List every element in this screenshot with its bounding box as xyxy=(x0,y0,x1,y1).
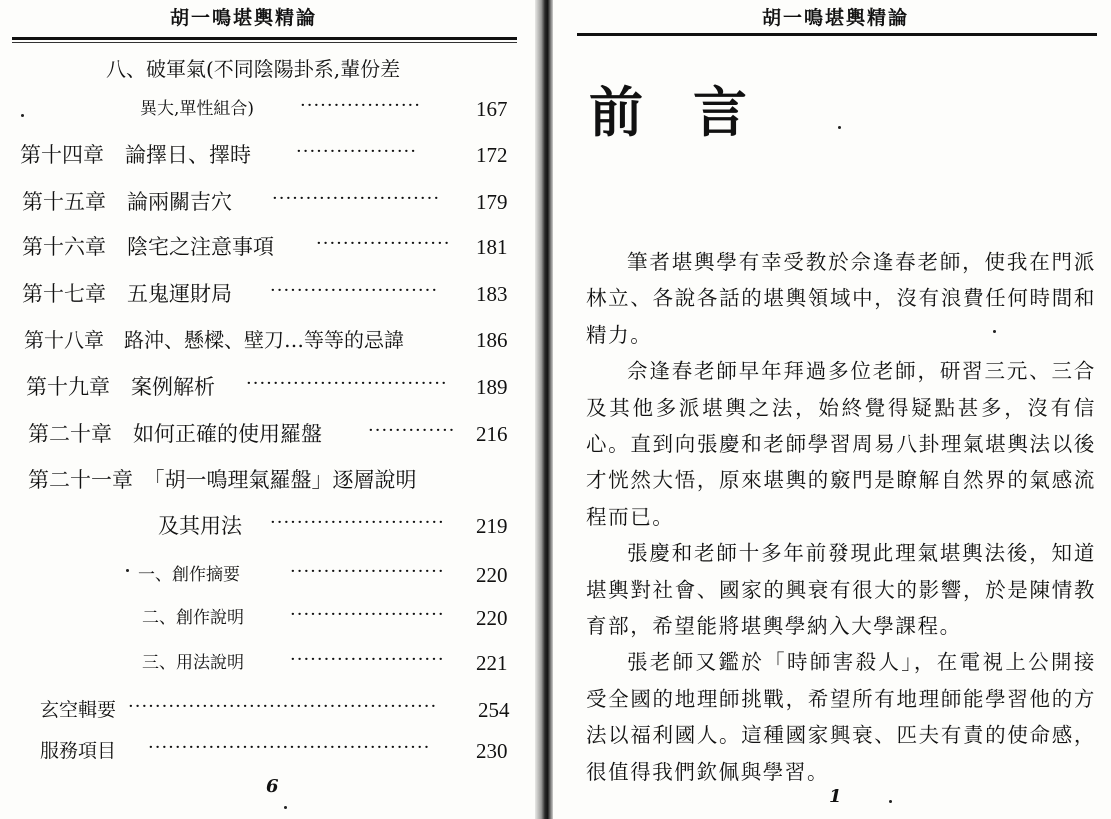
toc-leader-dots: ·················· xyxy=(300,95,421,116)
toc-leader-dots: ·········································· xyxy=(148,737,431,758)
toc-label: 第二十章 如何正確的使用羅盤 xyxy=(28,422,322,446)
toc-page-number: 220 xyxy=(476,606,508,630)
toc-page-number: 216 xyxy=(476,422,508,446)
preface-paragraph: 佘逢春老師早年拜過多位老師，研習三元、三合及其他多派堪輿之法，始終覺得疑點甚多，沒有信心。直到向張慶和老師學習周易八卦理氣堪輿法以後才恍然大悟，原來堪輿的竅門是瞭解自然界的氣感流程而已。 xyxy=(586,359,1096,529)
toc-label: 第十九章 案例解析 xyxy=(26,375,215,399)
preface-paragraph: 筆者堪輿學有幸受教於佘逢春老師，使我在門派林立、各說各話的堪輿領域中，沒有浪費任何時間和精力。 xyxy=(586,250,1096,347)
right-header-rule xyxy=(577,33,1097,36)
toc-page-number: 179 xyxy=(476,190,508,214)
preface-body xyxy=(586,244,1096,790)
toc-page-number: 167 xyxy=(476,97,508,121)
toc-leader-dots: ············· xyxy=(368,420,456,441)
left-header-title: 胡一鳴堪輿精論 xyxy=(170,7,318,29)
scan-speck xyxy=(21,114,24,117)
toc-leader-dots: ······················· xyxy=(290,649,445,670)
toc-leader-dots: ························· xyxy=(270,280,439,301)
right-page-number: 1 xyxy=(829,786,842,807)
left-header-rule-thin xyxy=(12,42,517,43)
preface-paragraph: 張老師又鑑於「時師害殺人」，在電視上公開接受全國的地理師挑戰，希望所有地理師能學習他的方法以福利國人。這種國家興衰、匹夫有責的使命感，很值得我們欽佩與學習。 xyxy=(586,650,1096,784)
toc-page-number: 181 xyxy=(476,235,508,259)
scan-speck xyxy=(993,330,996,333)
toc-label: 一、創作摘要 xyxy=(138,565,240,585)
toc-label: 二、創作說明 xyxy=(142,608,244,628)
scan-speck xyxy=(889,800,892,803)
toc-page-number: 254 xyxy=(478,698,510,722)
scan-speck xyxy=(126,569,129,572)
toc-page-number: 189 xyxy=(476,375,508,399)
toc-leader-dots: ······················· xyxy=(290,604,445,625)
toc-page-number: 220 xyxy=(476,563,508,587)
preface-paragraph: 張慶和老師十多年前發現此理氣堪輿法後，知道堪輿對社會、國家的興衰有很大的影響，於是陳情教育部，希望能將堪輿學納入大學課程。 xyxy=(586,541,1096,639)
toc-label: 第十七章 五鬼運財局 xyxy=(22,282,232,306)
toc-label: 八、破軍氣(不同陰陽卦系,輩份差 xyxy=(106,57,401,81)
toc-leader-dots: ······················· xyxy=(290,561,445,582)
left-header-rule xyxy=(12,37,517,40)
toc-page-number: 230 xyxy=(476,739,508,763)
toc-page-number: 172 xyxy=(476,143,508,167)
toc-label: 及其用法 xyxy=(158,514,242,538)
toc-leader-dots: ···················· xyxy=(316,233,451,254)
toc-leader-dots: ·············································· xyxy=(128,696,438,717)
preface-title: 前言 xyxy=(589,80,797,144)
toc-leader-dots: ······························ xyxy=(246,373,448,394)
right-header-title: 胡一鳴堪輿精論 xyxy=(762,7,910,29)
toc-label: 服務項目 xyxy=(40,740,117,762)
toc-page-number: 183 xyxy=(476,282,508,306)
toc-label: 第二十一章 「胡一鳴理氣羅盤」逐層說明 xyxy=(28,468,417,492)
toc-label: 三、用法說明 xyxy=(142,653,244,673)
toc-page-number: 186 xyxy=(476,328,508,352)
right-page xyxy=(553,0,1111,819)
toc-page-number: 221 xyxy=(476,651,508,675)
scan-speck xyxy=(838,126,841,129)
toc-leader-dots: ·················· xyxy=(296,141,417,162)
toc-label: 第十四章 論擇日、擇時 xyxy=(20,143,251,167)
book-spine xyxy=(535,0,553,819)
toc-label: 第十六章 陰宅之注意事項 xyxy=(22,235,274,259)
toc-label: 異大,單性組合) xyxy=(140,99,255,119)
toc-leader-dots: ························· xyxy=(272,188,441,209)
scan-speck xyxy=(284,806,287,809)
toc-label: 第十八章 路沖、懸樑、壁刀…等等的忌諱 xyxy=(24,328,404,352)
left-page xyxy=(0,0,535,819)
toc-leader-dots: ·························· xyxy=(270,512,445,533)
left-page-number: 6 xyxy=(266,776,279,797)
toc-page-number: 219 xyxy=(476,514,508,538)
toc-label: 玄空輯要 xyxy=(40,699,117,721)
toc-label: 第十五章 論兩關吉穴 xyxy=(22,190,232,214)
